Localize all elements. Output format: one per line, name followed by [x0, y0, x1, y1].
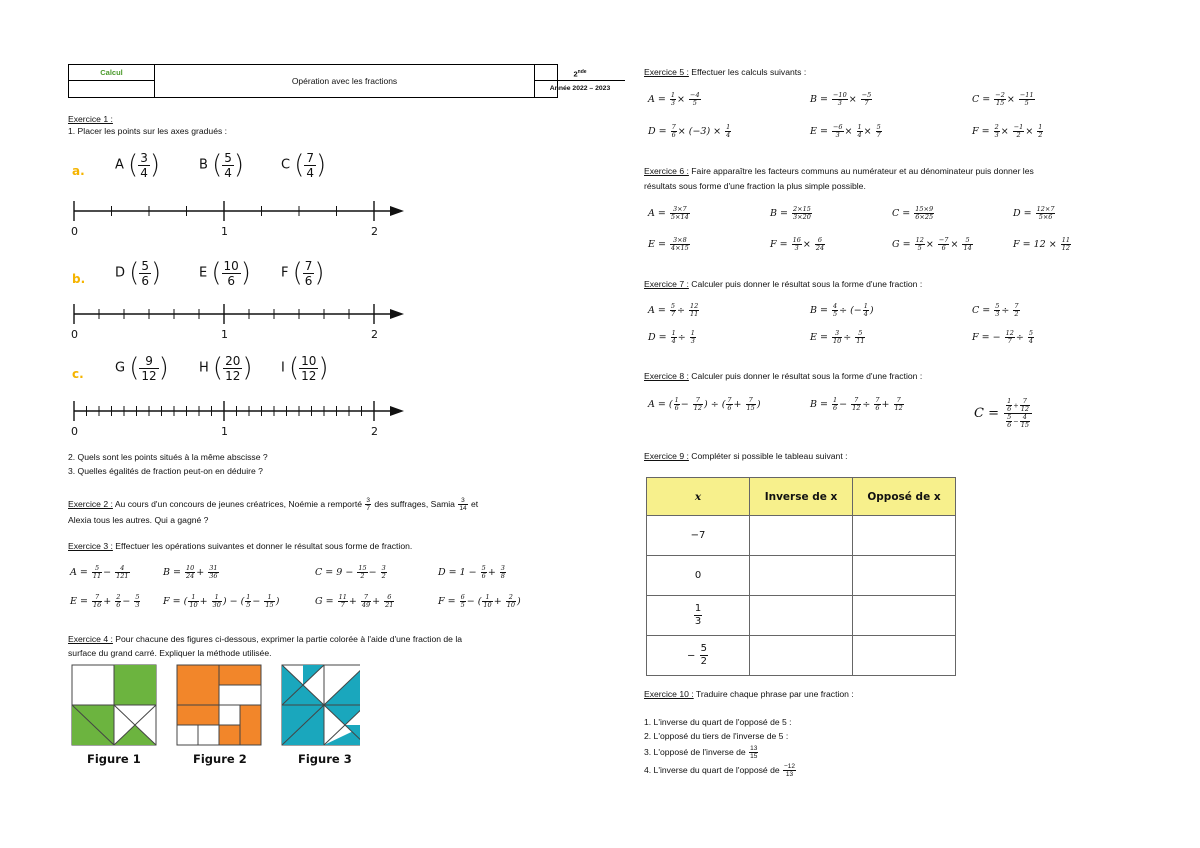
ex6-F2: F = 12 × $\frac{11}{12}$: [1013, 236, 1070, 252]
ex2-line2: Alexia tous les autres. Qui a gagné ?: [68, 515, 209, 525]
figure-1: [72, 665, 156, 745]
ex6-F: F = $\frac{16}{3}$ × $\frac{6}{24}$: [770, 236, 825, 252]
ex5-E: E = $\frac{-6}{3}$ × $\frac{1}{4}$ × $\frac{5}{7}$: [810, 123, 881, 139]
point-name: D: [115, 265, 126, 281]
row-value: 0: [647, 556, 750, 596]
point-name: C: [281, 157, 291, 173]
ex6-line1: Exercice 6 : Faire apparaître les facteurs communs au numérateur et au dénominateur puis donner les: [644, 166, 1034, 176]
ex3-C: C = 9 − $\frac{15}{2}$ − $\frac{3}{2}$: [315, 564, 386, 580]
ex1-axis-label: 2: [371, 328, 378, 341]
point-name: G: [115, 360, 126, 376]
ex6-D: D = $\frac{12\times 7}{5\times 6}$: [1013, 205, 1055, 221]
ex3-B: B = $\frac{10}{24}$ + $\frac{31}{36}$: [163, 564, 218, 580]
ex6-B: B = $\frac{2\times 15}{3\times 20}$: [770, 205, 811, 221]
ex7-F: F = − $\frac{12}{7}$ ÷ $\frac{5}{4}$: [972, 329, 1033, 345]
ex1-axis: [66, 397, 411, 437]
ex5-A: A = $\frac{1}{3}$ × $\frac{-4}{5}$: [648, 91, 700, 107]
level-cell: 2nde: [535, 65, 625, 81]
ex8-A: A = ( $\frac{1}{6}$ − $\frac{7}{12}$ ) ÷ ( $\frac{7}{6}$ + $\frac{7}{15}$ ): [648, 396, 761, 412]
ex1-axis-label: 2: [371, 225, 378, 238]
ex10-item4: 4. L'inverse du quart de l'opposé de $\frac{-12}{13}$: [644, 763, 796, 778]
ex3-D: D = 1 − $\frac{5}{6}$ + $\frac{3}{8}$: [438, 564, 505, 580]
ex1-axis-label: 2: [371, 425, 378, 438]
year-cell: Année 2022 – 2023: [549, 85, 611, 92]
ex1-axis-label: 1: [221, 225, 228, 238]
ex8-C: C = $\frac{1}{6}$ + $\frac{7}{12}$ $\frac{5}{6}$ − $\frac{4}{15}$: [974, 398, 1033, 429]
ex1-axis-label: 0: [71, 328, 78, 341]
figure-2-label: Figure 2: [193, 752, 247, 766]
ex1-q3: 3. Quelles égalités de fraction peut-on en déduire ?: [68, 466, 263, 476]
ex5-B: B = $\frac{-10}{3}$ × $\frac{-5}{7}$: [810, 91, 872, 107]
subject-cell: Calcul: [69, 65, 155, 81]
ex9-line: Exercice 9 : Compléter si possible le tableau suivant :: [644, 451, 848, 461]
ex5-F: F = $\frac{2}{3}$ × $\frac{-1}{2}$ × $\frac{1}{2}$: [972, 123, 1043, 139]
header-table: [68, 64, 611, 98]
ex6-C: C = $\frac{15\times 9}{6\times 25}$: [892, 205, 934, 221]
ex1-q2: 2. Quels sont les points situés à la même abscisse ?: [68, 452, 268, 462]
col-inverse: Inverse de x: [750, 478, 853, 516]
ex3-A: A = $\frac{5}{11}$ − $\frac{4}{121}$: [70, 564, 129, 580]
ex6-G: G = $\frac{12}{5}$ × $\frac{-7}{6}$ × $\frac{5}{14}$: [892, 236, 972, 252]
ex6-A: A = $\frac{3\times 7}{5\times 14}$: [648, 205, 689, 221]
row-value: −7: [647, 516, 750, 556]
ex5-line: Exercice 5 : Effectuer les calculs suivants :: [644, 67, 807, 77]
ex9-table: [646, 477, 956, 676]
point-name: E: [199, 265, 208, 281]
ex2-line1: Exercice 2 : Au cours d'un concours de jeunes créatrices, Noémie a remporté $\frac{3}{7}$ des suffrages, Samia $\frac{3}{14}$ et: [68, 497, 479, 512]
ex1-q1: 1. Placer les points sur les axes gradués :: [68, 126, 228, 136]
ex1-row-tag: a.: [72, 164, 85, 178]
title-cell: Opération avec les fractions: [155, 65, 535, 97]
ex1-point-I: I ( $\frac{10}{12}$ ): [281, 353, 329, 383]
axis-arrow: [390, 309, 404, 319]
ex1-axis: [66, 197, 411, 237]
ex1-axis-label: 1: [221, 328, 228, 341]
point-name: A: [115, 157, 124, 173]
figure-3: [282, 665, 360, 745]
row-value: $\frac{1}{3}$: [647, 596, 750, 636]
ex7-A: A = $\frac{5}{7}$ ÷ $\frac{12}{11}$: [648, 302, 699, 318]
point-name: I: [281, 360, 285, 376]
ex10-item3: 3. L'opposé de l'inverse de $\frac{13}{15}$: [644, 745, 758, 760]
axis-arrow: [390, 406, 404, 416]
ex1-point-G: G ( $\frac{9}{12}$ ): [115, 353, 169, 383]
ex1-point-B: B ( $\frac{5}{4}$ ): [199, 150, 245, 180]
ex1-axis: [66, 300, 411, 340]
ex4-figures: [70, 663, 360, 747]
ex3-F2: F = $\frac{6}{5}$ − ( $\frac{1}{10}$ + $\frac{2}{10}$ ): [438, 593, 521, 609]
ex5-D: D = $\frac{7}{6}$ × (−3) × $\frac{1}{4}$: [648, 123, 731, 139]
ex7-C: C = $\frac{5}{3}$ ÷ $\frac{7}{2}$: [972, 302, 1019, 318]
ex1-axis-label: 1: [221, 425, 228, 438]
ex7-line: Exercice 7 : Calculer puis donner le résultat sous la forme d'une fraction :: [644, 279, 923, 289]
ex1-point-A: A ( $\frac{3}{4}$ ): [115, 150, 160, 180]
ex4-line2: surface du grand carré. Expliquer la méthode utilisée.: [68, 648, 272, 658]
ex3-F: F = ( $\frac{1}{10}$ + $\frac{1}{30}$ ) − ( $\frac{1}{5}$ − $\frac{1}{15}$ ): [163, 593, 280, 609]
ex1-point-E: E ( $\frac{10}{6}$ ): [199, 258, 251, 288]
ex1-point-C: C ( $\frac{7}{4}$ ): [281, 150, 327, 180]
col-x: x: [647, 478, 750, 516]
axis-arrow: [390, 206, 404, 216]
col-oppose: Opposé de x: [853, 478, 956, 516]
point-name: F: [281, 265, 289, 281]
figure-1-label: Figure 1: [87, 752, 141, 766]
ex1-row-tag: c.: [72, 367, 84, 381]
ex7-D: D = $\frac{1}{4}$ ÷ $\frac{1}{3}$: [648, 329, 695, 345]
ex1-point-D: D ( $\frac{5}{6}$ ): [115, 258, 162, 288]
ex1-title: Exercice 1 :: [68, 114, 113, 124]
figure-3-label: Figure 3: [298, 752, 352, 766]
ex1-axis-label: 0: [71, 425, 78, 438]
ex6-line2: résultats sous forme d'une fraction la plus simple possible.: [644, 181, 866, 191]
ex10-item2: 2. L'opposé du tiers de l'inverse de 5 :: [644, 731, 789, 741]
ex3-line: Exercice 3 : Effectuer les opérations suivantes et donner le résultat sous forme de fraction.: [68, 541, 413, 551]
figure-2: [177, 665, 261, 745]
point-name: B: [199, 157, 208, 173]
ex3-G: G = $\frac{11}{7}$ + $\frac{7}{49}$ + $\frac{6}{21}$: [315, 593, 394, 609]
ex1-point-F: F ( $\frac{7}{6}$ ): [281, 258, 325, 288]
fig1-green-square: [114, 665, 156, 705]
ex1-point-H: H ( $\frac{20}{12}$ ): [199, 353, 253, 383]
ex7-E: E = $\frac{3}{10}$ ÷ $\frac{5}{11}$: [810, 329, 865, 345]
ex5-C: C = $\frac{-2}{15}$ × $\frac{-11}{5}$: [972, 91, 1034, 107]
ex8-line: Exercice 8 : Calculer puis donner le résultat sous la forme d'une fraction :: [644, 371, 923, 381]
point-name: H: [199, 360, 209, 376]
ex10-line: Exercice 10 : Traduire chaque phrase par une fraction :: [644, 689, 854, 699]
ex1-row-tag: b.: [72, 272, 86, 286]
ex4-line1: Exercice 4 : Pour chacune des figures ci-dessous, exprimer la partie colorée à l'aide d'une fraction de la: [68, 634, 463, 644]
ex3-E: E = $\frac{7}{16}$ + $\frac{2}{6}$ − $\frac{5}{3}$: [70, 593, 140, 609]
ex6-E: E = $\frac{3\times 8}{4\times 15}$: [648, 236, 689, 252]
ex1-axis-label: 0: [71, 225, 78, 238]
ex7-B: B = $\frac{4}{5}$ ÷ (− $\frac{1}{4}$ ): [810, 302, 874, 318]
ex8-B: B = $\frac{1}{6}$ − $\frac{7}{12}$ ÷ $\frac{7}{6}$ + $\frac{7}{12}$: [810, 396, 903, 412]
row-value: − $\frac{5}{2}$: [647, 636, 750, 676]
ex10-item1: 1. L'inverse du quart de l'opposé de 5 :: [644, 717, 792, 727]
